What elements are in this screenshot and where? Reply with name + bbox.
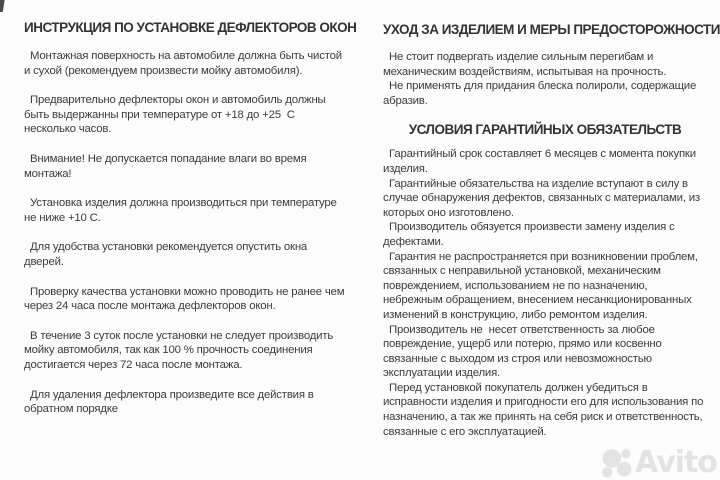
installation-heading: ИНСТРУКЦИЯ ПО УСТАНОВКЕ ДЕФЛЕКТОРОВ ОКОН [24, 20, 357, 35]
care-paragraph: Не стоит подвергать изделие сильным перегибам и механическим воздействиям, испытывая на прочность. [383, 51, 667, 78]
installation-instructions-column [24, 20, 357, 432]
avito-dots-icon [600, 446, 633, 479]
installation-paragraph: Установка изделия должна производиться при температуре не ниже +10 С. [24, 197, 340, 224]
installation-paragraph: Проверку качества установки можно проводить не ранее чем через 24 часа после монтажа дефлекторов окон. [24, 285, 348, 313]
warranty-paragraph: Производитель обязуется произвести замену изделия с дефектами. [383, 221, 678, 248]
warranty-paragraph: Гарантийные обязательства на изделие вступают в силу в случае обнаружения дефектов, связанных с материалами, из которых оно изготовлено. [383, 177, 703, 219]
installation-paragraph: В течение 3 суток после установки не следует производить мойку автомобиля, так как 100 % прочность соединения достигается через 72 часа после монтажа. [24, 329, 337, 371]
care-heading: УХОД ЗА ИЗДЕЛИЕМ И МЕРЫ ПРЕДОСТОРОЖНОСТИ [383, 22, 720, 37]
warranty-paragraph: Гарантийный срок составляет 6 месяцев с момента покупки изделия. [383, 148, 699, 175]
warranty-paragraph: Производитель не несет ответственность за любое повреждение, ущерб или потерю, прямо или косвенно связанные с выходом из строя или невозможностью эксплуатации изделия. [383, 323, 665, 380]
care-and-warranty-column [383, 22, 720, 439]
avito-watermark-label: Avito [635, 445, 717, 480]
warranty-paragraph: Перед установкой покупатель должен убедиться в исправности изделия и пригодности его для использования по назначению, а так же принять на себя риск и ответственность, связанные с его эксплуатацией. [383, 381, 707, 438]
installation-paragraph: Внимание! Не допускается попадание влаги во время монтажа! [24, 152, 310, 180]
warranty-paragraph: Гарантия не распространяется при возникновении проблем, связанных с неправильной установкой, механическим повреждением, использованием не по назначению, небрежным обращением, внесением несанкционированных изменений в конструкцию, либо ремонтом изделия. [383, 250, 701, 321]
photo-corner-artifact [0, 0, 5, 12]
warranty-heading: УСЛОВИЯ ГАРАНТИЙНЫХ ОБЯЗАТЕЛЬСТВ [408, 122, 682, 138]
installation-paragraph: Предварительно дефлекторы окон и автомобиль должны быть выдержанны при температуре от +18 до +25 С несколько часов. [24, 94, 329, 136]
avito-watermark [600, 446, 717, 479]
installation-paragraph: Для удаления дефлектора произведите все действия в обратном порядке [24, 388, 317, 416]
care-paragraph: Не применять для придания блеска полироли, содержащие абразив. [383, 80, 700, 107]
installation-paragraph: Монтажная поверхность на автомобиле должна быть чистой и сухой (рекомендуем произвести мойку автомобиля). [24, 50, 345, 77]
installation-paragraph: Для удобства установки рекомендуется опустить окна дверей. [24, 241, 311, 268]
